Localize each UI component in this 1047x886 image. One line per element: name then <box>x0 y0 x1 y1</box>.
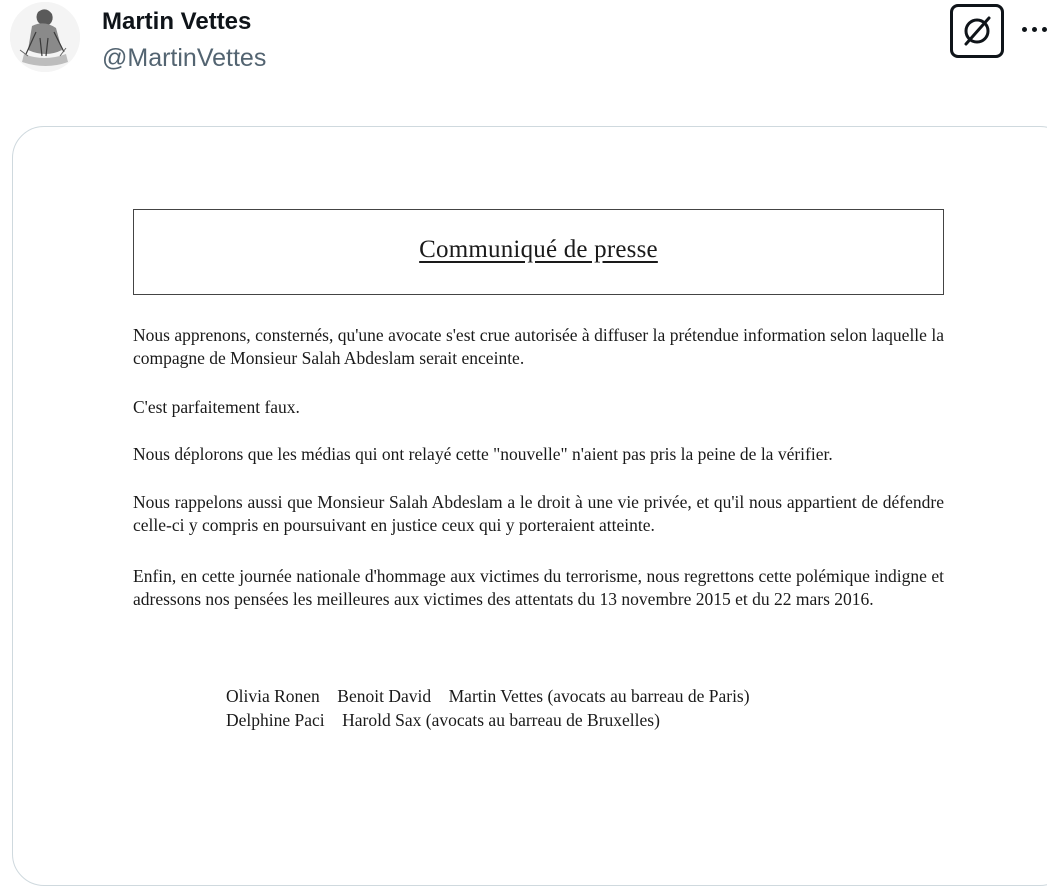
document-title: Communiqué de presse <box>419 236 658 263</box>
document-paragraph-3: Nous déplorons que les médias qui ont relayé cette "nouvelle" n'aient pas pris la peine de la vérifier. <box>133 444 833 464</box>
document-paragraph-5: Enfin, en cette journée nationale d'hommage aux victimes du terrorisme, nous regrettons cette polémique indigne et adressons nos pensées les meilleures aux victimes des attentats du 13 novembre 2015 et du 22 mars 2016. <box>133 566 944 609</box>
document-paragraph-2: C'est parfaitement faux. <box>133 397 300 417</box>
document-title-box <box>133 209 944 295</box>
signature-line-paris: Olivia Ronen Benoit David Martin Vettes (avocats au barreau de Paris) <box>226 686 750 706</box>
signature-line-bruxelles: Delphine Paci Harold Sax (avocats au barreau de Bruxelles) <box>226 710 660 730</box>
document-paragraph-1: Nous apprenons, consternés, qu'une avocate s'est crue autorisée à diffuser la prétendue information selon laquelle la compagne de Monsieur Salah Abdeslam serait enceinte. <box>133 325 944 368</box>
author-handle[interactable]: @MartinVettes <box>102 44 267 72</box>
author-display-name[interactable]: Martin Vettes <box>102 8 252 35</box>
document-paragraph-4: Nous rappelons aussi que Monsieur Salah Abdeslam a le droit à une vie privée, et qu'il nous appartient de défendre celle-ci y compris en poursuivant en justice ceux qui y porteraient atteinte. <box>133 492 944 535</box>
